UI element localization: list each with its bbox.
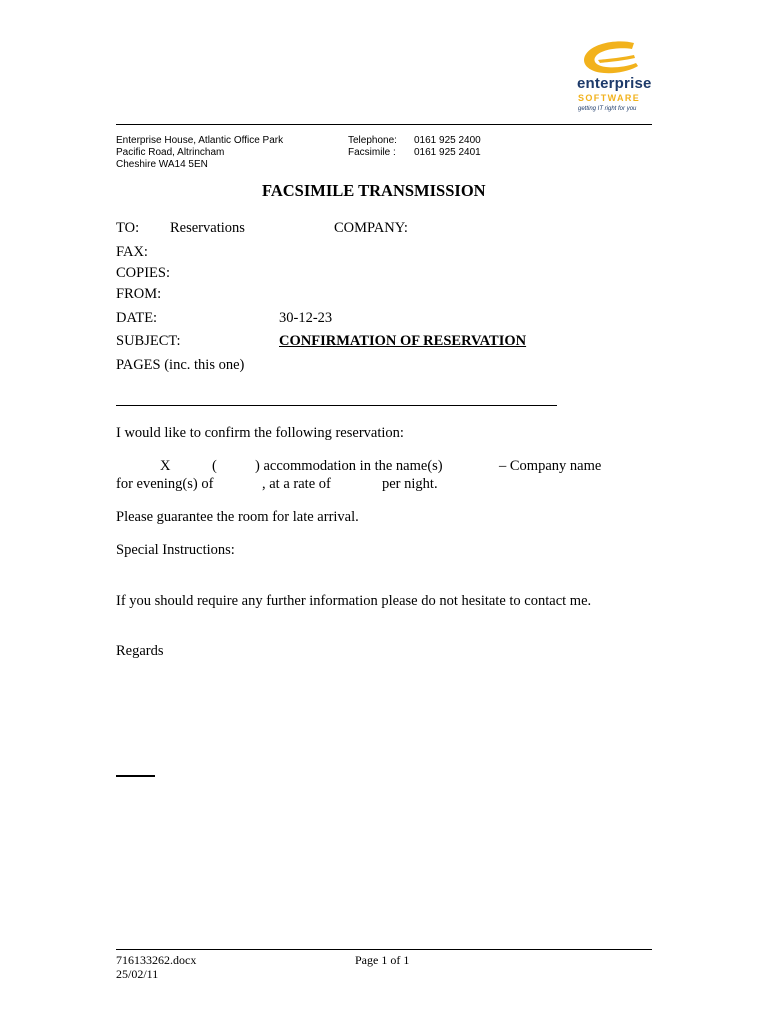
intro-text: I would like to confirm the following reservation: bbox=[116, 425, 404, 441]
address-line-3: Cheshire WA14 5EN bbox=[116, 159, 208, 170]
pages-label: PAGES (inc. this one) bbox=[116, 357, 245, 373]
date-label: DATE: bbox=[116, 310, 158, 326]
telephone-label: Telephone: bbox=[348, 135, 397, 146]
footer-filename: 716133262.docx bbox=[116, 953, 197, 967]
subject-label: SUBJECT: bbox=[116, 333, 181, 349]
field-separator bbox=[116, 405, 557, 406]
footer-date: 25/02/11 bbox=[116, 967, 159, 981]
from-label: FROM: bbox=[116, 286, 162, 302]
to-value: Reservations bbox=[170, 220, 245, 236]
header-rule bbox=[116, 124, 652, 125]
accommodation-text: ) accommodation in the name(s) bbox=[255, 458, 443, 474]
logo-tagline: getting IT right for you bbox=[578, 106, 637, 112]
telephone-number: 0161 925 2400 bbox=[414, 135, 481, 146]
per-night-text: per night. bbox=[382, 476, 438, 492]
regards-text: Regards bbox=[116, 643, 164, 659]
company-label: COMPANY: bbox=[334, 220, 408, 236]
facsimile-number: 0161 925 2401 bbox=[414, 147, 481, 158]
enterprise-software-logo bbox=[576, 40, 656, 118]
company-name-text: – Company name bbox=[499, 458, 602, 474]
subject-value: CONFIRMATION OF RESERVATION bbox=[279, 333, 527, 349]
logo-subword: SOFTWARE bbox=[578, 93, 641, 103]
contact-text: If you should require any further information please do not hesitate to contact me. bbox=[116, 593, 592, 609]
copies-label: COPIES: bbox=[116, 265, 170, 281]
fax-label: FAX: bbox=[116, 244, 148, 260]
address-line-2: Pacific Road, Altrincham bbox=[116, 147, 225, 158]
to-label: TO: bbox=[116, 220, 140, 236]
document-title: FACSIMILE TRANSMISSION bbox=[262, 181, 486, 200]
signature-line bbox=[116, 775, 155, 777]
evenings-text: for evening(s) of bbox=[116, 476, 214, 492]
enterprise-swoosh-icon bbox=[580, 40, 642, 76]
special-instructions-label: Special Instructions: bbox=[116, 542, 235, 558]
quantity-x: X bbox=[160, 458, 171, 474]
paren-open: ( bbox=[212, 458, 217, 474]
footer-page-number: Page 1 of 1 bbox=[355, 953, 410, 967]
rate-text: , at a rate of bbox=[262, 476, 331, 492]
guarantee-text: Please guarantee the room for late arrival. bbox=[116, 509, 359, 525]
address-line-1: Enterprise House, Atlantic Office Park bbox=[116, 135, 284, 146]
footer-rule bbox=[116, 949, 652, 950]
logo-wordmark: enterprise bbox=[577, 75, 652, 92]
facsimile-label: Facsimile : bbox=[348, 147, 396, 158]
date-value: 30-12-23 bbox=[279, 310, 333, 326]
